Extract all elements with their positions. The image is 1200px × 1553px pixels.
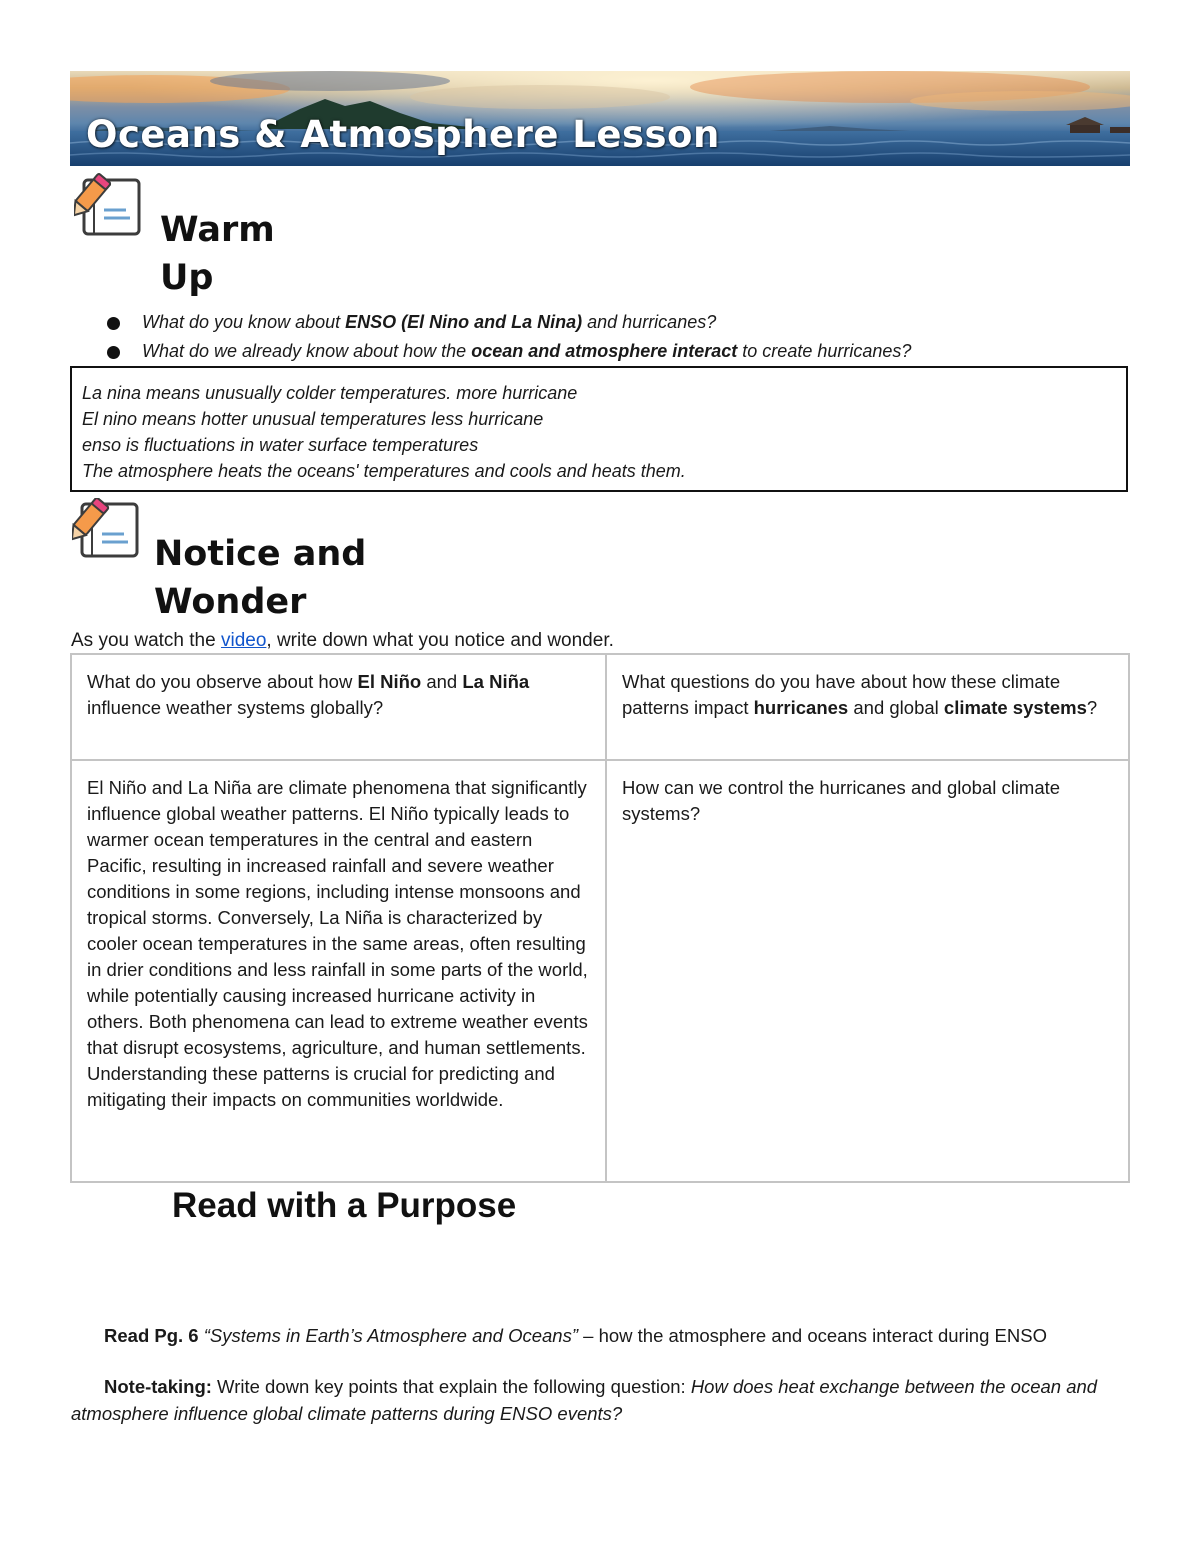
answer-line: La nina means unusually colder temperatures. more hurricane	[82, 383, 578, 403]
note-taking-instructions: Note-taking: Write down key points that explain the following question: How does heat exchange between the ocean and atmosphere influence global climate patterns during ENSO events?	[71, 1376, 1098, 1424]
notepad-pencil-icon	[72, 498, 142, 560]
table-row	[71, 654, 1129, 760]
list-item: What do you know about ENSO (El Nino and La Nina) and hurricanes?	[106, 308, 911, 337]
answer-line: The atmosphere heats the oceans' temperatures and cools and heats them.	[82, 461, 686, 481]
notice-wonder-table	[70, 653, 1130, 1183]
notice-wonder-instructions: As you watch the video, write down what you notice and wonder.	[71, 630, 614, 651]
answer-line: enso is fluctuations in water surface temperatures	[82, 435, 479, 455]
lesson-title: Oceans & Atmosphere Lesson	[86, 113, 720, 156]
notice-wonder-title: Notice and Wonder	[154, 534, 367, 622]
observe-header-cell: What do you observe about how El Niño and La Niña influence weather systems globally?	[71, 654, 606, 760]
notepad-pencil-icon	[74, 172, 144, 238]
list-item: What do we already know about how the ocean and atmosphere interact to create hurricanes?	[106, 337, 911, 366]
warm-up-answer-box[interactable]	[70, 366, 1128, 492]
questions-answer-cell[interactable]: How can we control the hurricanes and global climate systems?	[606, 760, 1129, 1182]
reading-assignment: Read Pg. 6 “Systems in Earth’s Atmosphere and Oceans” – how the atmosphere and oceans interact during ENSO	[104, 1325, 1047, 1346]
video-link[interactable]: video	[220, 630, 267, 651]
questions-header-cell: What questions do you have about how these climate patterns impact hurricanes and global climate systems?	[606, 654, 1129, 760]
warm-up-questions	[106, 308, 911, 366]
lesson-banner	[70, 71, 1130, 166]
read-purpose-title: Read with a Purpose	[172, 1186, 517, 1225]
warm-up-title: Warm Up	[160, 210, 275, 298]
answer-line: El nino means hotter unusual temperatures less hurricane	[82, 409, 544, 429]
observe-answer-cell[interactable]: El Niño and La Niña are climate phenomena that significantly influence global weather patterns. El Niño typically leads to warmer ocean temperatures in the central and eastern Pacific, resulting in increased rainfall and severe weather conditions in some regions, including intense monsoons and tropical storms. Conversely, La Niña is characterized by cooler ocean temperatures in the same areas, often resulting in drier conditions and less rainfall in some parts of the world, while potentially causing increased hurricane activity in others. Both phenomena can lead to extreme weather events that disrupt ecosystems, agriculture, and human settlements. Understanding these patterns is crucial for predicting and mitigating their impacts on communities worldwide.	[71, 760, 606, 1182]
table-row	[71, 760, 1129, 1182]
